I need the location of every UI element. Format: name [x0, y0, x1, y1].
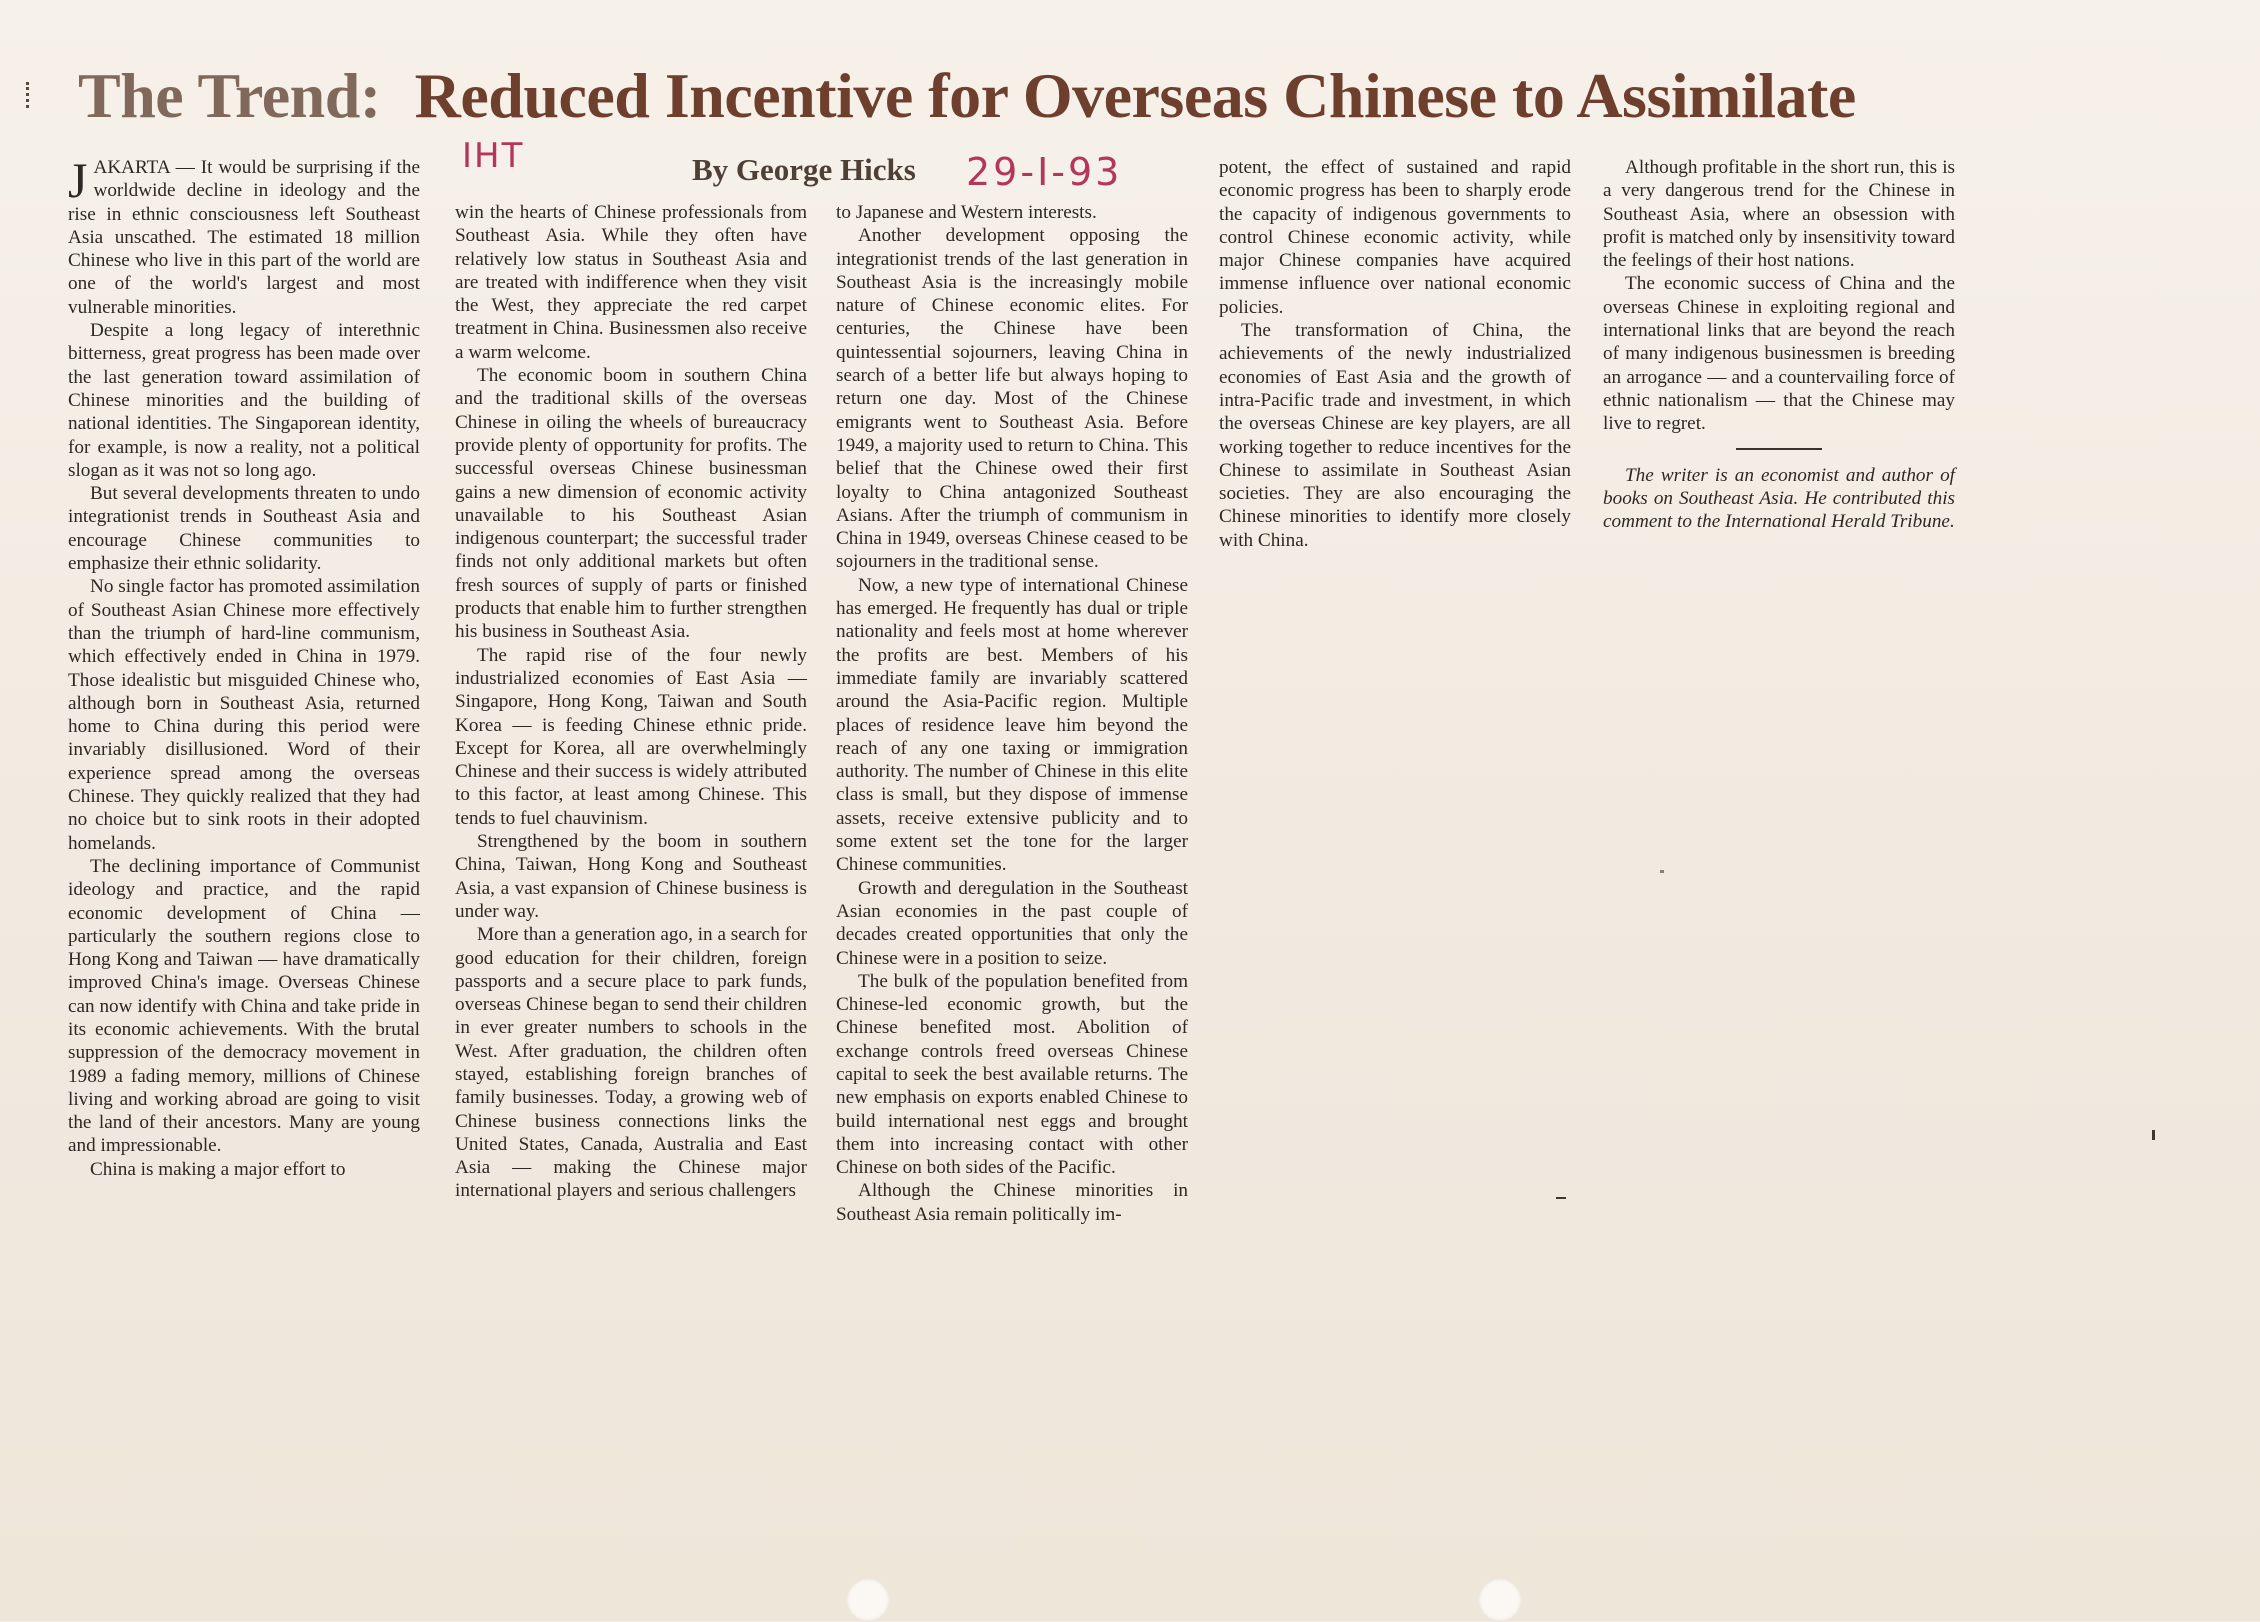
- article-column-5: [1603, 156, 1955, 533]
- article-column-2: [455, 201, 807, 1203]
- paper-speck: [1556, 1197, 1566, 1199]
- binder-hole: [1478, 1578, 1522, 1622]
- drop-cap: J: [68, 152, 88, 208]
- headline-main: Reduced Incentive for Overseas Chinese to Assimilate: [414, 60, 1856, 131]
- margin-mark: [26, 82, 35, 108]
- article-paragraph: Although the Chinese minorities in Southeast Asia remain politically im-: [836, 1180, 1188, 1225]
- article-paragraph: Despite a long legacy of interethnic bitterness, great progress has been made over the last generation toward assimilation of Chinese minorities and the building of national identities. The Singaporean identity, for example, is now a reality, not a political slogan as it was not so long ago.: [68, 320, 420, 481]
- article-paragraph: China is making a major effort to: [90, 1158, 346, 1180]
- section-divider: [1736, 448, 1822, 450]
- article-paragraph: No single factor has promoted assimilation of Southeast Asian Chinese more effectively than the triumph of hard-line communism, which effectively ended in China in 1979. Those idealistic but misguided Chinese who, although born in Southeast Asia, returned home to China during this period were invariably disillusioned. Word of their experience spread among the overseas Chinese. They quickly realized that they had no choice but to sink roots in their adopted homelands.: [68, 576, 420, 854]
- article-column-3: [836, 201, 1188, 1226]
- article-paragraph: to Japanese and Western interests.: [836, 202, 1097, 223]
- article-paragraph: The economic boom in southern China and the traditional skills of the overseas Chinese in oiling the wheels of bureaucracy provide plenty of opportunity for profits. The successful overseas Chinese businessman gains a new dimension of economic activity unavailable to his Southeast Asian indigenous counterpart; the successful trader finds not only additional markets but often fresh sources of supply of parts or finished products that enable him to further strengthen his business in Southeast Asia.: [455, 365, 807, 643]
- article-paragraph: Strengthened by the boom in southern China, Taiwan, Hong Kong and Southeast Asia, a vast expansion of Chinese business is under way.: [455, 831, 807, 922]
- article-paragraph: More than a generation ago, in a search for good education for their children, foreign passports and a secure place to park funds, overseas Chinese began to send their children in ever greater numbers to schools in the West. After graduation, the children often stayed, establishing foreign branches of family businesses. Today, a growing web of Chinese business connections links the United States, Canada, Australia and East Asia — making the Chinese major international players and serious challengers: [455, 924, 807, 1202]
- paper-speck: [1660, 870, 1664, 873]
- article-paragraph: Growth and deregulation in the Southeast Asian economies in the past couple of decades created opportunities that only the Chinese were in a position to seize.: [836, 877, 1188, 969]
- article-paragraph: Now, a new type of international Chinese has emerged. He frequently has dual or triple nationality and feels most at home wherever the profits are best. Members of his immediate family are invariably scattered around the Asia-Pacific region. Multiple places of residence leave him beyond the reach of any one taxing or immigration authority. The number of Chinese in this elite class is small, but they dispose of immense assets, receive extensive publicity and to some extent set the tone for the larger Chinese communities.: [836, 574, 1188, 876]
- author-note: The writer is an economist and author of books on Southeast Asia. He contributed this comment to the International Herald Tribune.: [1603, 464, 1955, 533]
- byline: By George Hicks: [692, 152, 916, 187]
- article-column-1: [68, 152, 420, 1181]
- article-paragraph: Although profitable in the short run, this is a very dangerous trend for the Chinese in Southeast Asia, where an obsession with profit is matched only by insensitivity toward the feelings of their host nations.: [1603, 157, 1955, 272]
- headline: [78, 58, 2188, 134]
- handwritten-source-note: IHT: [462, 136, 525, 176]
- binder-hole: [846, 1578, 890, 1622]
- headline-label: The Trend:: [78, 60, 381, 131]
- article-paragraph: Another development opposing the integrationist trends of the last generation in Southeast Asia is the increasingly mobile nature of Chinese economic elites. For centuries, the Chinese have been quintessential sojourners, leaving China in search of a better life but always hoping to return one day. Most of the Chinese emigrants went to Southeast Asia. Before 1949, a majority used to return to China. This belief that the Chinese owed their first loyalty to China antagonized Southeast Asians. After the triumph of communism in China in 1949, overseas Chinese ceased to be sojourners in the traditional sense.: [836, 225, 1188, 573]
- article-paragraph: The transformation of China, the achievements of the newly industrialized economies of East Asia and the growth of intra-Pacific trade and investment, in which the overseas Chinese are key players, are all working together to reduce incentives for the Chinese to assimilate in Southeast Asian societies. They are also encouraging the Chinese minorities to identify more closely with China.: [1219, 320, 1571, 551]
- article-paragraph: win the hearts of Chinese professionals from Southeast Asia. While they often have relatively low status in Southeast Asia and are treated with indifference when they visit the West, they appreciate the red carpet treatment in China. Businessmen also receive a warm welcome.: [455, 202, 807, 363]
- handwritten-date-note: 29-I-93: [966, 150, 1123, 194]
- article-paragraph: The declining importance of Communist ideology and practice, and the rapid economic development of China — particularly the southern regions close to Hong Kong and Taiwan — have dramatically improved China's image. Overseas Chinese can now identify with China and take pride in its economic achievements. With the brutal suppression of the democracy movement in 1989 a fading memory, millions of Chinese living and working abroad are going to visit the land of their ancestors. Many are young and impressionable.: [68, 855, 420, 1157]
- paper-speck: [2152, 1130, 2155, 1140]
- article-paragraph: JAKARTA — It would be surprising if the worldwide decline in ideology and the rise in ethnic consciousness left Southeast Asia unscathed. The estimated 18 million Chinese who live in this part of the world are one of the world's largest and most vulnerable minorities.: [68, 152, 420, 318]
- article-paragraph: potent, the effect of sustained and rapid economic progress has been to sharply erode the capacity of indigenous governments to control Chinese economic activity, while major Chinese companies have acquired immense influence over national economic policies.: [1219, 157, 1571, 318]
- article-paragraph: The economic success of China and the overseas Chinese in exploiting regional and international links that are beyond the reach of many indigenous businessmen is breeding an arrogance — and a countervailing force of ethnic nationalism — that the Chinese may live to regret.: [1603, 273, 1955, 435]
- article-paragraph: But several developments threaten to undo integrationist trends in Southeast Asia and encourage Chinese communities to emphasize their ethnic solidarity.: [68, 483, 420, 575]
- article-paragraph: The rapid rise of the four newly industrialized economies of East Asia — Singapore, Hong Kong, Taiwan and South Korea — is feeding Chinese ethnic pride. Except for Korea, all are overwhelmingly Chinese and their success is widely attributed to this factor, at least among Chinese. This tends to fuel chauvinism.: [455, 644, 807, 829]
- article-paragraph: The bulk of the population benefited from Chinese-led economic growth, but the Chinese benefited most. Abolition of exchange controls freed overseas Chinese capital to seek the best available returns. The new emphasis on exports enabled Chinese to build international nest eggs and brought them into increasing contact with other Chinese on both sides of the Pacific.: [836, 970, 1188, 1179]
- article-column-4: [1219, 156, 1571, 552]
